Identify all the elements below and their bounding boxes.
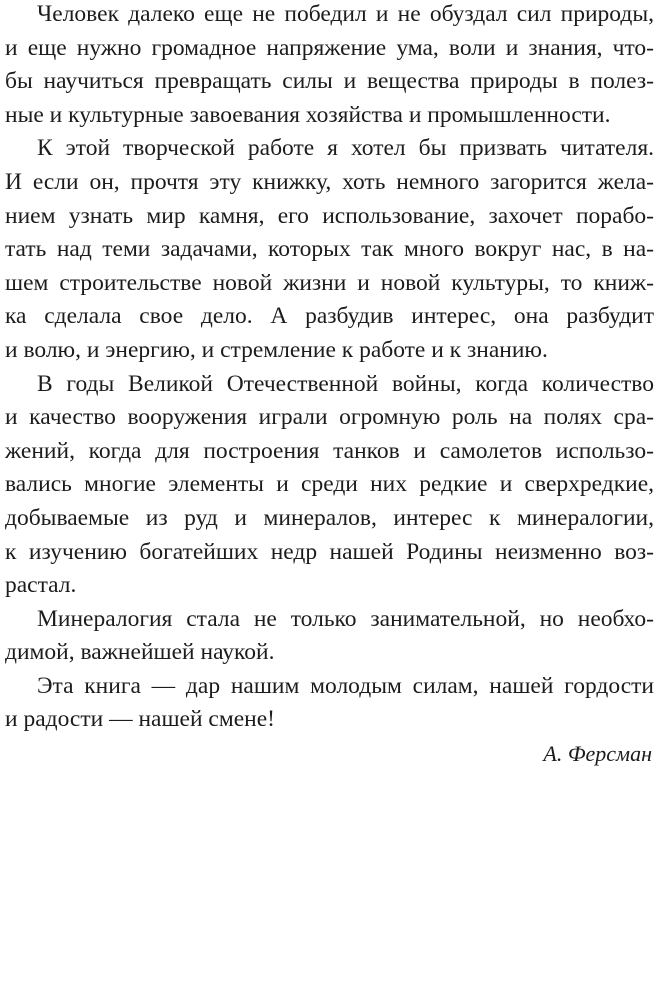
text-line: димой, важнейшей наукой.	[5, 639, 275, 666]
paragraph-4	[5, 603, 654, 670]
text-line: и еще нужно громадное напряжение ума, воли и знания, что-	[5, 34, 654, 61]
text-line: жений, когда для построения танков и самолетов использо-	[5, 437, 654, 464]
text-line: Человек далеко еще не победил и не обуздал сил природы,	[37, 1, 654, 27]
paragraph-5	[5, 670, 654, 737]
text-line: шем строительстве новой жизни и новой культуры, то книж-	[5, 269, 654, 296]
text-line: к изучению богатейших недр нашей Родины неизменно воз-	[5, 538, 654, 565]
paragraph-1	[5, 0, 654, 132]
text-line: растал.	[5, 572, 77, 599]
text-line: ка сделала свое дело. А разбудив интерес, она разбудит	[5, 303, 654, 330]
text-line: и качество вооружения играли огромную роль на полях сра-	[5, 404, 654, 431]
paragraph-3	[5, 368, 654, 603]
author-signature: А. Ферсман	[543, 741, 652, 767]
text-line: В годы Великой Отечественной войны, когда количество	[37, 370, 654, 397]
text-line: и волю, и энергию, и стремление к работе и к знанию.	[5, 336, 548, 363]
text-line: Минералогия стала не только занимательной, но необхо-	[37, 605, 654, 632]
text-line: К этой творческой работе я хотел бы призвать читателя.	[37, 135, 654, 162]
text-line: и радости — нашей смене!	[5, 706, 275, 733]
text-line: бы научиться превращать силы и вещества природы в полез-	[5, 68, 654, 95]
text-line: добываемые из руд и минералов, интерес к минералогии,	[5, 504, 654, 531]
text-line: ные и культурные завоевания хозяйства и промышленности.	[5, 101, 611, 128]
text-line: тать над теми задачами, которых так много вокруг нас, в на-	[5, 236, 654, 263]
text-line: вались многие элементы и среди них редкие и сверхредкие,	[5, 471, 654, 498]
paragraph-2	[5, 132, 654, 367]
text-line: нием узнать мир камня, его использование, захочет порабо-	[5, 202, 654, 229]
text-line: И если он, прочтя эту книжку, хоть немного загорится жела-	[5, 168, 654, 195]
text-line: Эта книга — дар нашим молодым силам, нашей гордости	[37, 672, 654, 699]
